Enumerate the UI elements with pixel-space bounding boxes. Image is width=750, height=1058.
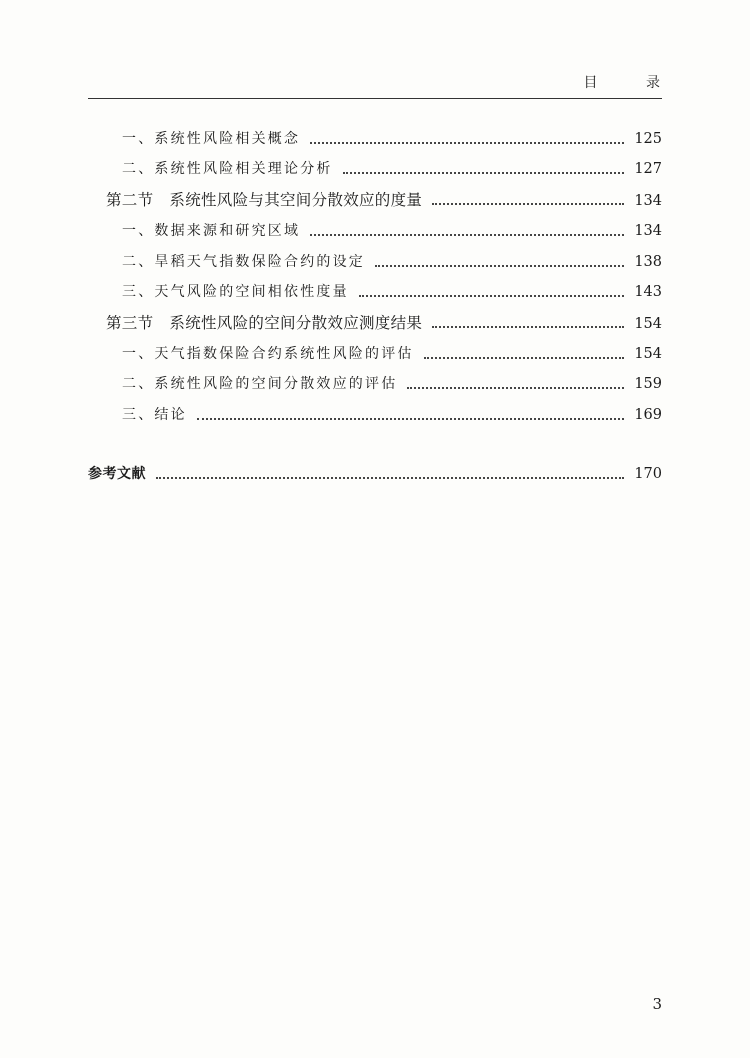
toc-entry-page: 134 [634,223,662,239]
toc-section-number: 第三节 [106,314,154,332]
toc-leader-dots [343,171,625,174]
page-number: 3 [652,995,662,1013]
toc-entry-label: 三、天气风险的空间相依性度量 [122,284,349,300]
toc-entry[interactable] [122,250,662,274]
toc-entry-label: 系统性风险的空间分散效应测度结果 [169,314,423,332]
toc-entry-label: 一、数据来源和研究区域 [122,223,301,239]
toc-entry-label: 三、结论 [122,407,187,423]
toc-leader-dots [359,294,625,297]
toc-entry[interactable] [122,127,662,151]
toc-entry-page: 125 [634,131,662,147]
toc-entry-label: 一、天气指数保险合约系统性风险的评估 [122,346,414,362]
toc-entry-label: 二、系统性风险的空间分散效应的评估 [122,376,398,392]
toc-leader-dots [407,386,624,389]
header-rule [88,98,662,99]
toc-leader-dots [197,417,625,420]
header-title: 目 录 [583,75,682,91]
toc-entry-page: 169 [634,407,662,423]
toc-entry-label: 参考文献 [88,466,146,482]
toc-leader-dots [310,141,624,144]
toc-entry[interactable] [122,342,662,366]
toc-entry-page: 134 [634,193,662,209]
toc-entry-label: 二、旱稻天气指数保险合约的设定 [122,254,365,270]
toc-leader-dots [156,476,624,479]
toc-leader-dots [375,264,624,267]
toc-leader-dots [424,356,625,359]
toc-entry[interactable] [122,280,662,304]
toc-entry[interactable] [122,157,662,181]
toc-leader-dots [310,233,624,236]
toc-entry-label: 一、系统性风险相关概念 [122,131,301,147]
toc-entry-label: 系统性风险与其空间分散效应的度量 [169,191,423,209]
toc-section-entry[interactable] [106,311,662,335]
toc-entry[interactable] [122,372,662,396]
toc-entry[interactable] [122,403,662,427]
toc-entry-page: 143 [634,284,662,300]
toc-entry[interactable] [122,219,662,243]
toc-section-number: 第二节 [106,191,154,209]
toc-entry-page: 154 [634,316,662,332]
toc-entry-page: 159 [634,376,662,392]
toc-section-entry[interactable] [106,188,662,212]
toc-leader-dots [432,325,624,328]
toc-references-entry[interactable] [88,462,662,486]
toc-entry-page: 138 [634,254,662,270]
toc-entry-label: 二、系统性风险相关理论分析 [122,161,333,177]
toc-entry-page: 154 [634,346,662,362]
toc-leader-dots [432,202,624,205]
toc-entry-page: 170 [634,466,662,482]
toc-entry-page: 127 [634,161,662,177]
